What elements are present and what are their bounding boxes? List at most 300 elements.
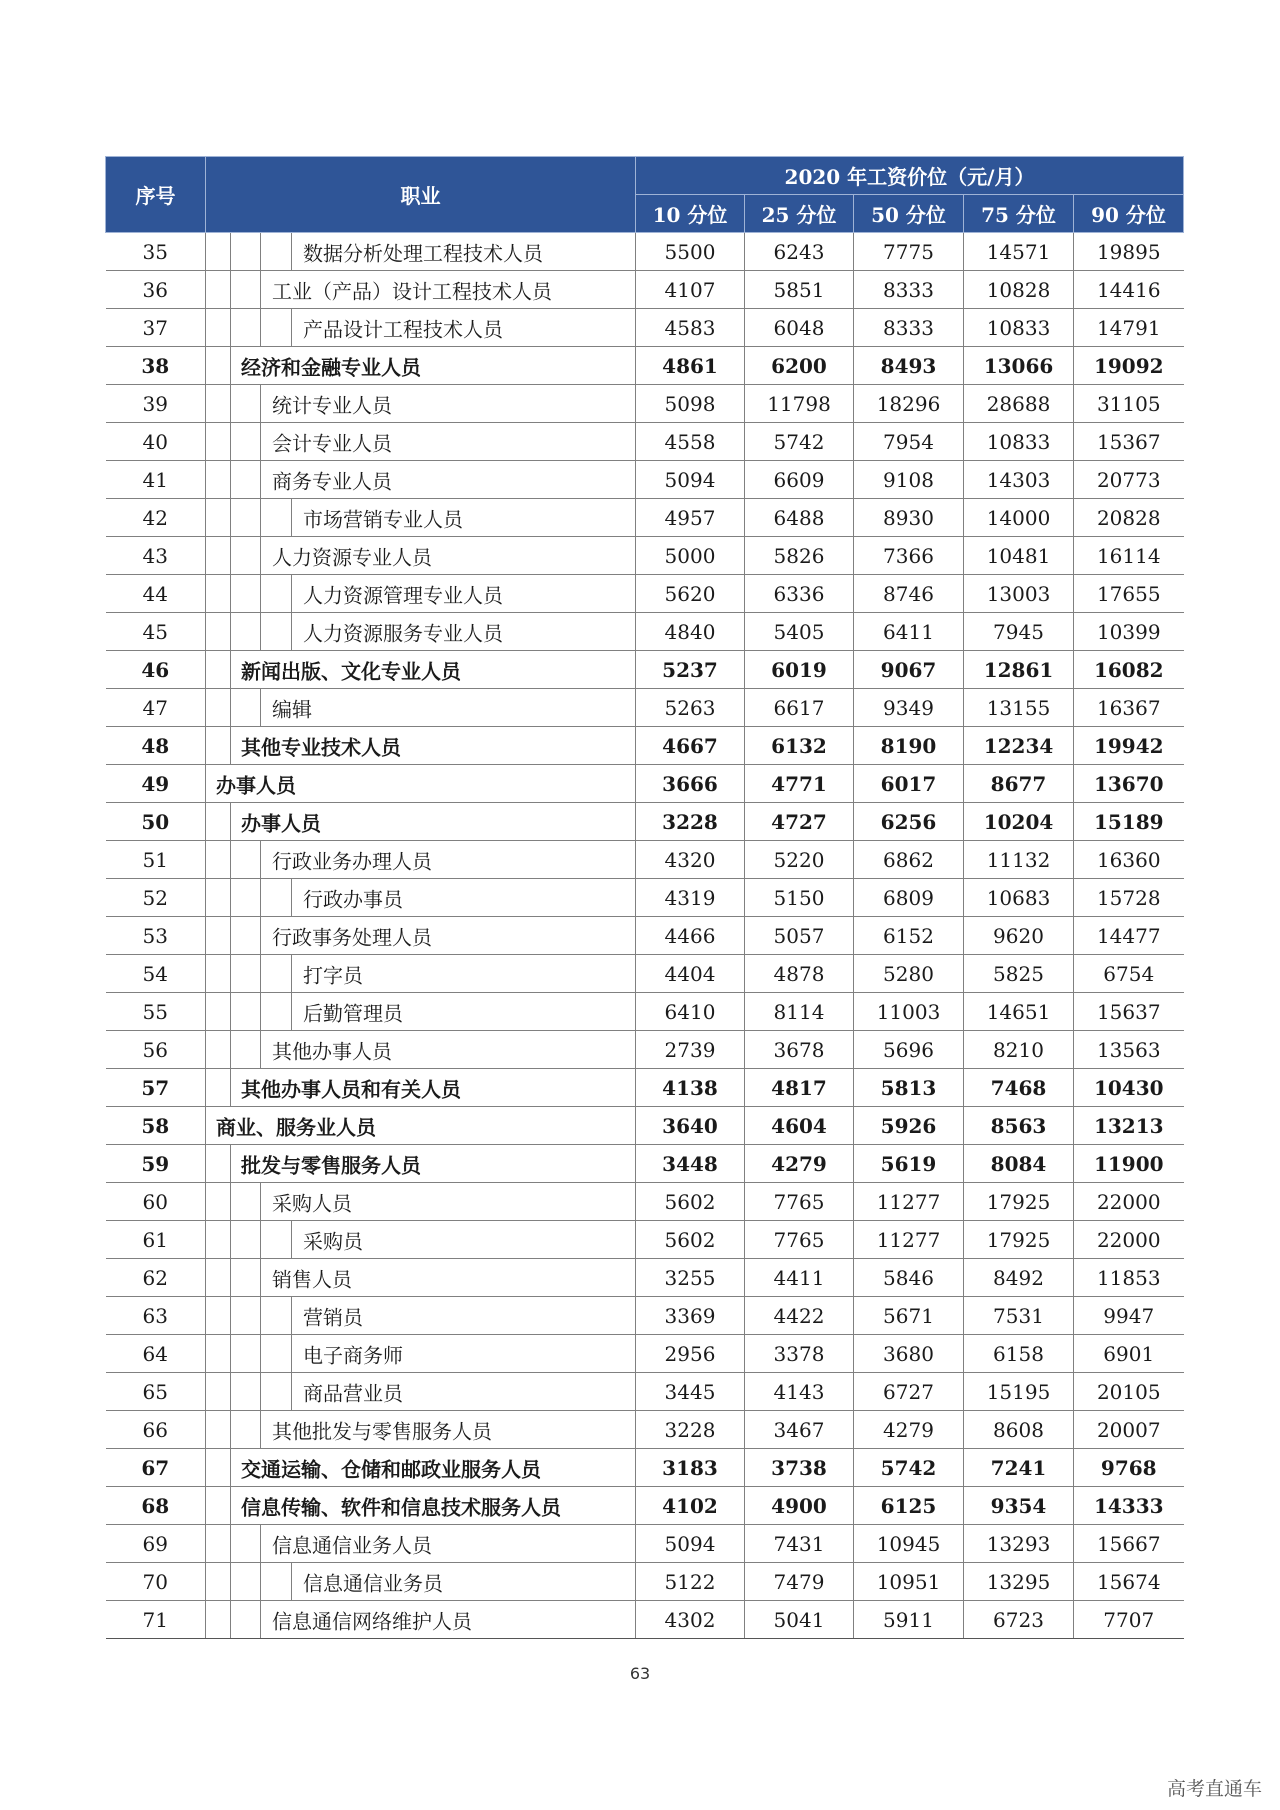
indent-line <box>260 1335 261 1372</box>
indent-line <box>230 1145 231 1182</box>
occupation-name: 统计专业人员 <box>272 393 392 417</box>
indent-line <box>260 1525 261 1562</box>
occupation-name: 营销员 <box>303 1305 363 1329</box>
occupation-name: 工业（产品）设计工程技术人员 <box>272 279 552 303</box>
row-occupation <box>206 1525 636 1563</box>
row-occupation <box>206 1449 636 1487</box>
indent-line <box>260 575 261 612</box>
occupation-name: 编辑 <box>272 697 312 721</box>
value-p90: 15637 <box>1074 993 1184 1031</box>
occupation-name: 采购人员 <box>272 1191 352 1215</box>
indent-line <box>260 1183 261 1220</box>
indent-line <box>230 727 231 764</box>
value-p10: 5237 <box>636 651 745 689</box>
value-p90: 16082 <box>1074 651 1184 689</box>
value-p25: 5220 <box>745 841 854 879</box>
header-p25: 25 分位 <box>745 195 854 233</box>
occupation-name: 信息通信网络维护人员 <box>272 1609 472 1633</box>
value-p90: 14477 <box>1074 917 1184 955</box>
row-seq: 68 <box>106 1487 206 1525</box>
indent-line <box>260 1411 261 1448</box>
indent-line <box>260 1031 261 1068</box>
table-row <box>106 271 1184 309</box>
row-occupation <box>206 1335 636 1373</box>
row-seq: 43 <box>106 537 206 575</box>
value-p50: 8930 <box>854 499 964 537</box>
value-p25: 6336 <box>745 575 854 613</box>
row-seq: 54 <box>106 955 206 993</box>
table-row <box>106 1297 1184 1335</box>
value-p75: 8677 <box>964 765 1074 803</box>
table-row <box>106 537 1184 575</box>
row-occupation <box>206 993 636 1031</box>
value-p90: 10399 <box>1074 613 1184 651</box>
indent-line <box>291 1335 292 1372</box>
table-row <box>106 613 1184 651</box>
row-occupation <box>206 917 636 955</box>
value-p25: 6609 <box>745 461 854 499</box>
row-seq: 49 <box>106 765 206 803</box>
row-seq: 46 <box>106 651 206 689</box>
value-p50: 6017 <box>854 765 964 803</box>
header-row-1 <box>106 157 1184 195</box>
row-seq: 59 <box>106 1145 206 1183</box>
row-occupation <box>206 841 636 879</box>
table-row <box>106 499 1184 537</box>
value-p75: 14571 <box>964 233 1074 271</box>
row-seq: 53 <box>106 917 206 955</box>
table-row <box>106 689 1184 727</box>
occupation-name: 人力资源服务专业人员 <box>303 621 503 645</box>
value-p50: 5911 <box>854 1601 964 1639</box>
row-occupation <box>206 499 636 537</box>
value-p10: 4583 <box>636 309 745 347</box>
occupation-name: 办事人员 <box>241 811 321 835</box>
value-p50: 7775 <box>854 233 964 271</box>
row-occupation <box>206 613 636 651</box>
value-p75: 10204 <box>964 803 1074 841</box>
row-seq: 51 <box>106 841 206 879</box>
row-occupation <box>206 271 636 309</box>
indent-line <box>230 309 231 346</box>
table-row <box>106 1525 1184 1563</box>
occupation-name: 采购员 <box>303 1229 363 1253</box>
value-p75: 10683 <box>964 879 1074 917</box>
row-occupation <box>206 765 636 803</box>
indent-line <box>260 841 261 878</box>
occupation-name: 信息传输、软件和信息技术服务人员 <box>241 1495 561 1519</box>
indent-line <box>260 271 261 308</box>
wage-table <box>105 156 1184 1639</box>
table-row <box>106 1145 1184 1183</box>
value-p75: 5825 <box>964 955 1074 993</box>
indent-line <box>230 233 231 270</box>
table-row <box>106 1601 1184 1639</box>
row-occupation <box>206 1221 636 1259</box>
indent-line <box>230 537 231 574</box>
row-seq: 36 <box>106 271 206 309</box>
value-p25: 3467 <box>745 1411 854 1449</box>
value-p90: 15728 <box>1074 879 1184 917</box>
indent-line <box>291 1221 292 1258</box>
value-p90: 20007 <box>1074 1411 1184 1449</box>
value-p10: 5602 <box>636 1221 745 1259</box>
occupation-name: 电子商务师 <box>303 1343 403 1367</box>
row-seq: 71 <box>106 1601 206 1639</box>
occupation-name: 信息通信业务员 <box>303 1571 443 1595</box>
occupation-name: 批发与零售服务人员 <box>241 1153 421 1177</box>
indent-line <box>260 917 261 954</box>
value-p90: 22000 <box>1074 1221 1184 1259</box>
indent-line <box>260 385 261 422</box>
value-p10: 4107 <box>636 271 745 309</box>
value-p75: 12861 <box>964 651 1074 689</box>
value-p90: 11900 <box>1074 1145 1184 1183</box>
occupation-name: 产品设计工程技术人员 <box>303 317 503 341</box>
table-row <box>106 1411 1184 1449</box>
value-p25: 7765 <box>745 1183 854 1221</box>
row-occupation <box>206 1601 636 1639</box>
value-p90: 16367 <box>1074 689 1184 727</box>
occupation-name: 后勤管理员 <box>303 1001 403 1025</box>
value-p25: 3738 <box>745 1449 854 1487</box>
value-p90: 16114 <box>1074 537 1184 575</box>
indent-line <box>230 1297 231 1334</box>
occupation-name: 商品营业员 <box>303 1381 403 1405</box>
value-p50: 5813 <box>854 1069 964 1107</box>
row-occupation <box>206 727 636 765</box>
value-p10: 5602 <box>636 1183 745 1221</box>
value-p25: 4900 <box>745 1487 854 1525</box>
value-p90: 19895 <box>1074 233 1184 271</box>
indent-line <box>291 613 292 650</box>
value-p50: 5280 <box>854 955 964 993</box>
value-p10: 4558 <box>636 423 745 461</box>
indent-line <box>260 879 261 916</box>
header-p10: 10 分位 <box>636 195 745 233</box>
value-p75: 9354 <box>964 1487 1074 1525</box>
value-p75: 13066 <box>964 347 1074 385</box>
value-p25: 6617 <box>745 689 854 727</box>
value-p25: 6488 <box>745 499 854 537</box>
value-p50: 9349 <box>854 689 964 727</box>
indent-line <box>230 347 231 384</box>
value-p10: 4102 <box>636 1487 745 1525</box>
value-p25: 4727 <box>745 803 854 841</box>
value-p75: 13293 <box>964 1525 1074 1563</box>
value-p50: 8493 <box>854 347 964 385</box>
row-occupation <box>206 803 636 841</box>
watermark: 高考直通车 <box>1166 1778 1262 1800</box>
row-seq: 40 <box>106 423 206 461</box>
value-p10: 4320 <box>636 841 745 879</box>
row-seq: 61 <box>106 1221 206 1259</box>
row-occupation <box>206 575 636 613</box>
value-p75: 8210 <box>964 1031 1074 1069</box>
value-p90: 11853 <box>1074 1259 1184 1297</box>
value-p10: 3448 <box>636 1145 745 1183</box>
indent-line <box>291 233 292 270</box>
value-p10: 4840 <box>636 613 745 651</box>
occupation-name: 经济和金融专业人员 <box>241 355 421 379</box>
indent-line <box>230 1487 231 1524</box>
indent-line <box>260 993 261 1030</box>
value-p75: 17925 <box>964 1221 1074 1259</box>
value-p50: 6727 <box>854 1373 964 1411</box>
indent-line <box>230 841 231 878</box>
value-p75: 10481 <box>964 537 1074 575</box>
value-p75: 6723 <box>964 1601 1074 1639</box>
value-p10: 3228 <box>636 1411 745 1449</box>
value-p10: 3445 <box>636 1373 745 1411</box>
indent-line <box>230 271 231 308</box>
row-occupation <box>206 1069 636 1107</box>
indent-line <box>260 423 261 460</box>
table-row <box>106 1259 1184 1297</box>
value-p75: 13155 <box>964 689 1074 727</box>
value-p10: 4861 <box>636 347 745 385</box>
table-row <box>106 1221 1184 1259</box>
indent-line <box>230 613 231 650</box>
page-number: 63 <box>629 1664 651 1683</box>
value-p75: 13003 <box>964 575 1074 613</box>
value-p75: 14651 <box>964 993 1074 1031</box>
table-row <box>106 879 1184 917</box>
value-p75: 14000 <box>964 499 1074 537</box>
occupation-name: 行政办事员 <box>303 887 403 911</box>
value-p75: 8492 <box>964 1259 1074 1297</box>
value-p10: 4957 <box>636 499 745 537</box>
value-p25: 5742 <box>745 423 854 461</box>
indent-line <box>260 233 261 270</box>
value-p25: 4143 <box>745 1373 854 1411</box>
table-row <box>106 347 1184 385</box>
row-seq: 42 <box>106 499 206 537</box>
table-row <box>106 1563 1184 1601</box>
row-seq: 35 <box>106 233 206 271</box>
value-p90: 22000 <box>1074 1183 1184 1221</box>
value-p90: 6754 <box>1074 955 1184 993</box>
occupation-name: 其他专业技术人员 <box>241 735 401 759</box>
indent-line <box>230 461 231 498</box>
indent-line <box>291 1373 292 1410</box>
row-seq: 62 <box>106 1259 206 1297</box>
occupation-name: 其他办事人员和有关人员 <box>241 1077 461 1101</box>
value-p75: 7531 <box>964 1297 1074 1335</box>
value-p25: 11798 <box>745 385 854 423</box>
indent-line <box>230 1449 231 1486</box>
row-seq: 65 <box>106 1373 206 1411</box>
value-p25: 3678 <box>745 1031 854 1069</box>
indent-line <box>260 1601 261 1638</box>
value-p10: 6410 <box>636 993 745 1031</box>
value-p90: 13563 <box>1074 1031 1184 1069</box>
table-row <box>106 727 1184 765</box>
value-p50: 5619 <box>854 1145 964 1183</box>
indent-line <box>230 1411 231 1448</box>
value-p90: 7707 <box>1074 1601 1184 1639</box>
value-p50: 8333 <box>854 271 964 309</box>
indent-line <box>291 575 292 612</box>
row-seq: 56 <box>106 1031 206 1069</box>
value-p10: 5122 <box>636 1563 745 1601</box>
header-p50: 50 分位 <box>854 195 964 233</box>
value-p90: 14333 <box>1074 1487 1184 1525</box>
indent-line <box>291 499 292 536</box>
indent-line <box>230 1183 231 1220</box>
row-occupation <box>206 461 636 499</box>
row-seq: 48 <box>106 727 206 765</box>
value-p50: 5846 <box>854 1259 964 1297</box>
table-row <box>106 233 1184 271</box>
indent-line <box>230 1335 231 1372</box>
value-p25: 7479 <box>745 1563 854 1601</box>
value-p90: 13670 <box>1074 765 1184 803</box>
row-occupation <box>206 347 636 385</box>
value-p25: 5057 <box>745 917 854 955</box>
indent-line <box>230 955 231 992</box>
table-row <box>106 1335 1184 1373</box>
indent-line <box>230 1069 231 1106</box>
value-p75: 8084 <box>964 1145 1074 1183</box>
row-seq: 47 <box>106 689 206 727</box>
indent-line <box>291 1297 292 1334</box>
value-p25: 3378 <box>745 1335 854 1373</box>
indent-line <box>291 879 292 916</box>
value-p10: 4466 <box>636 917 745 955</box>
indent-line <box>260 499 261 536</box>
row-seq: 66 <box>106 1411 206 1449</box>
value-p50: 8746 <box>854 575 964 613</box>
value-p75: 10833 <box>964 309 1074 347</box>
value-p10: 4302 <box>636 1601 745 1639</box>
row-occupation <box>206 1145 636 1183</box>
occupation-name: 其他办事人员 <box>272 1039 392 1063</box>
header-wage-group: 2020 年工资价位（元/月） <box>636 157 1184 195</box>
indent-line <box>260 613 261 650</box>
row-occupation <box>206 1487 636 1525</box>
value-p75: 7468 <box>964 1069 1074 1107</box>
value-p10: 5094 <box>636 1525 745 1563</box>
value-p90: 20773 <box>1074 461 1184 499</box>
value-p10: 3666 <box>636 765 745 803</box>
occupation-name: 市场营销专业人员 <box>303 507 463 531</box>
indent-line <box>230 689 231 726</box>
value-p50: 9067 <box>854 651 964 689</box>
value-p90: 14791 <box>1074 309 1184 347</box>
row-seq: 64 <box>106 1335 206 1373</box>
value-p25: 4771 <box>745 765 854 803</box>
indent-line <box>230 993 231 1030</box>
row-seq: 60 <box>106 1183 206 1221</box>
value-p10: 3228 <box>636 803 745 841</box>
value-p90: 13213 <box>1074 1107 1184 1145</box>
value-p90: 14416 <box>1074 271 1184 309</box>
table-row <box>106 993 1184 1031</box>
table-row <box>106 1373 1184 1411</box>
indent-line <box>230 1259 231 1296</box>
table-row <box>106 1031 1184 1069</box>
value-p50: 18296 <box>854 385 964 423</box>
value-p75: 7945 <box>964 613 1074 651</box>
value-p50: 10951 <box>854 1563 964 1601</box>
indent-line <box>260 955 261 992</box>
row-seq: 69 <box>106 1525 206 1563</box>
table-row <box>106 1069 1184 1107</box>
value-p50: 7366 <box>854 537 964 575</box>
occupation-name: 销售人员 <box>272 1267 352 1291</box>
header-p90: 90 分位 <box>1074 195 1184 233</box>
value-p50: 7954 <box>854 423 964 461</box>
value-p10: 5620 <box>636 575 745 613</box>
value-p75: 15195 <box>964 1373 1074 1411</box>
value-p25: 8114 <box>745 993 854 1031</box>
value-p50: 5742 <box>854 1449 964 1487</box>
value-p50: 8190 <box>854 727 964 765</box>
value-p75: 8608 <box>964 1411 1074 1449</box>
row-seq: 37 <box>106 309 206 347</box>
occupation-name: 人力资源专业人员 <box>272 545 432 569</box>
indent-line <box>260 1259 261 1296</box>
table-row <box>106 575 1184 613</box>
value-p90: 20105 <box>1074 1373 1184 1411</box>
indent-line <box>260 1297 261 1334</box>
row-occupation <box>206 385 636 423</box>
table-row <box>106 803 1184 841</box>
value-p10: 3183 <box>636 1449 745 1487</box>
value-p10: 4138 <box>636 1069 745 1107</box>
value-p25: 5405 <box>745 613 854 651</box>
occupation-name: 人力资源管理专业人员 <box>303 583 503 607</box>
value-p50: 6862 <box>854 841 964 879</box>
value-p25: 6132 <box>745 727 854 765</box>
table-row <box>106 651 1184 689</box>
indent-line <box>260 537 261 574</box>
value-p75: 10828 <box>964 271 1074 309</box>
value-p10: 4404 <box>636 955 745 993</box>
value-p90: 20828 <box>1074 499 1184 537</box>
value-p25: 7765 <box>745 1221 854 1259</box>
row-occupation <box>206 879 636 917</box>
indent-line <box>230 1525 231 1562</box>
indent-line <box>230 1373 231 1410</box>
row-occupation <box>206 537 636 575</box>
occupation-name: 数据分析处理工程技术人员 <box>303 241 543 265</box>
value-p25: 4817 <box>745 1069 854 1107</box>
occupation-name: 办事人员 <box>216 773 296 797</box>
row-seq: 70 <box>106 1563 206 1601</box>
value-p50: 11277 <box>854 1221 964 1259</box>
value-p50: 5926 <box>854 1107 964 1145</box>
value-p10: 5098 <box>636 385 745 423</box>
indent-line <box>291 1563 292 1600</box>
row-seq: 50 <box>106 803 206 841</box>
row-seq: 38 <box>106 347 206 385</box>
header-occupation: 职业 <box>206 157 636 233</box>
value-p90: 9768 <box>1074 1449 1184 1487</box>
row-occupation <box>206 689 636 727</box>
table-row <box>106 423 1184 461</box>
row-seq: 67 <box>106 1449 206 1487</box>
row-occupation <box>206 1259 636 1297</box>
row-seq: 58 <box>106 1107 206 1145</box>
indent-line <box>260 1221 261 1258</box>
value-p25: 4411 <box>745 1259 854 1297</box>
indent-line <box>230 1031 231 1068</box>
value-p50: 10945 <box>854 1525 964 1563</box>
value-p50: 6125 <box>854 1487 964 1525</box>
value-p25: 6019 <box>745 651 854 689</box>
